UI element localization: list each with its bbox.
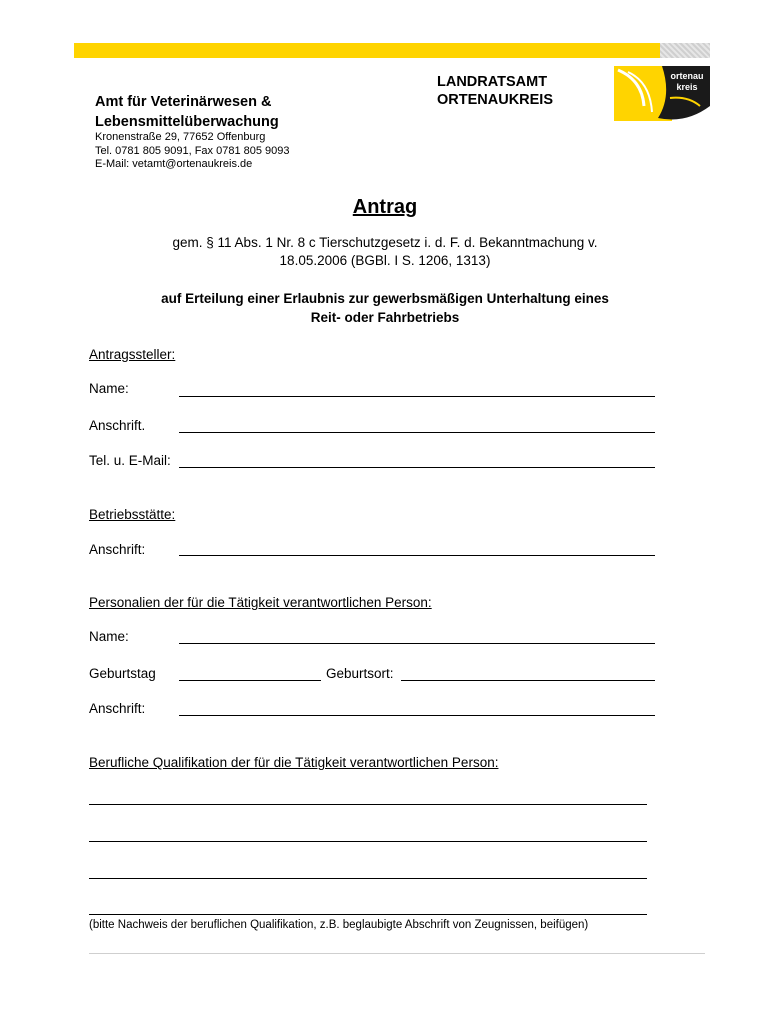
- qualification-line-4[interactable]: [89, 914, 647, 915]
- applicant-contact-field[interactable]: [179, 467, 655, 468]
- responsible-person-heading: Personalien der für die Tätigkeit verantwortlichen Person:: [89, 595, 432, 610]
- business-address-label: Anschrift:: [89, 542, 146, 557]
- footer-divider: [89, 953, 705, 954]
- application-purpose: [0, 289, 770, 327]
- applicant-address-label: Anschrift.: [89, 418, 146, 433]
- qualification-heading: Berufliche Qualifikation der für die Tätigkeit verantwortlichen Person:: [89, 755, 499, 770]
- purpose-line-1: auf Erteilung einer Erlaubnis zur gewerbsmäßigen Unterhaltung eines: [161, 291, 609, 306]
- logo-text-line-2: kreis: [676, 82, 698, 92]
- qualification-line-1[interactable]: [89, 804, 647, 805]
- birthplace-label: Geburtsort:: [326, 666, 394, 681]
- applicant-name-label: Name:: [89, 381, 129, 396]
- legal-basis-line-2: 18.05.2006 (BGBl. I S. 1206, 1313): [279, 253, 491, 268]
- authority-line-1: LANDRATSAMT: [437, 74, 548, 90]
- responsible-address-field[interactable]: [179, 715, 655, 716]
- header-pattern-block: [660, 43, 710, 58]
- legal-basis: [0, 234, 770, 270]
- department-name: [95, 92, 279, 132]
- document-title: Antrag: [352, 196, 418, 218]
- authority-line-2: ORTENAUKREIS: [437, 92, 554, 108]
- logo-text-line-1: ortenau: [670, 71, 704, 81]
- address-email: E-Mail: vetamt@ortenaukreis.de: [95, 158, 253, 170]
- responsible-address-label: Anschrift:: [89, 701, 146, 716]
- qualification-line-2[interactable]: [89, 841, 647, 842]
- business-address-field[interactable]: [179, 555, 655, 556]
- qualification-line-3[interactable]: [89, 878, 647, 879]
- authority-name: [437, 73, 553, 109]
- department-address: [95, 131, 290, 172]
- department-line-2: Lebensmittelüberwachung: [95, 114, 279, 130]
- applicant-name-field[interactable]: [179, 396, 655, 397]
- qualification-note: (bitte Nachweis der beruflichen Qualifikation, z.B. beglaubigte Abschrift von Zeugnissen, beifügen): [89, 919, 589, 931]
- birthplace-field[interactable]: [401, 680, 655, 681]
- address-phone: Tel. 0781 805 9091, Fax 0781 805 9093: [95, 144, 290, 157]
- address-street: Kronenstraße 29, 77652 Offenburg: [95, 131, 266, 143]
- business-heading: Betriebsstätte:: [89, 507, 176, 522]
- responsible-name-field[interactable]: [179, 643, 655, 644]
- birthday-label: Geburtstag: [89, 666, 156, 681]
- applicant-contact-label: Tel. u. E-Mail:: [89, 453, 171, 468]
- department-line-1: Amt für Veterinärwesen &: [95, 94, 272, 110]
- ortenaukreis-logo: [614, 66, 710, 121]
- legal-basis-line-1: gem. § 11 Abs. 1 Nr. 8 c Tierschutzgesetz i. d. F. d. Bekanntmachung v.: [172, 235, 598, 250]
- purpose-line-2: Reit- oder Fahrbetriebs: [310, 310, 460, 325]
- applicant-address-field[interactable]: [179, 432, 655, 433]
- birthday-field[interactable]: [179, 680, 321, 681]
- header-accent-bar: [74, 43, 660, 58]
- responsible-name-label: Name:: [89, 629, 129, 644]
- applicant-heading: Antragssteller:: [89, 347, 176, 362]
